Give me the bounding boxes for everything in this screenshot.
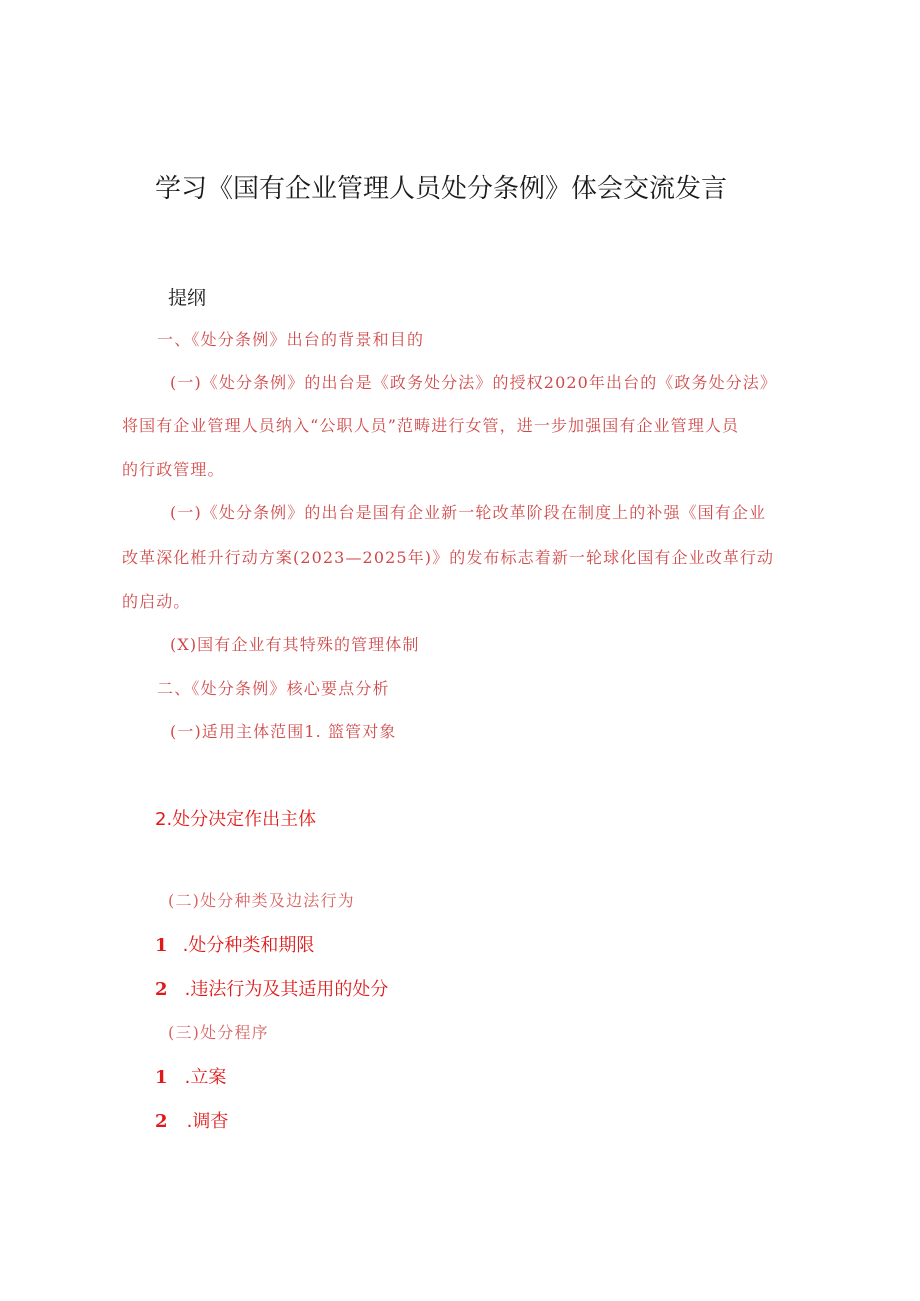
section-1-paragraph-2-line-1: (一)《处分条例》的出台是国有企业新一轮改革阶段在制度上的补强《国有企业 [170,503,767,522]
section-1-paragraph-3: (X)国有企业有其特殊的管理体制 [170,635,420,654]
item-text: .处分种类和期限 [182,935,315,956]
outline-heading: 提纲 [168,287,207,309]
item-number: 2 [155,979,168,1000]
section-2-subsection-2: (二)处分种类及边法行为 [168,891,355,910]
item-number: 1 [155,1067,168,1088]
section-1-paragraph-1-line-1: (一)《处分条例》的出台是《政务处分法》的授权2020年出台的《政务处分法》 [170,373,778,392]
section-1-heading: 一、《处分条例》出台的背景和目的 [157,330,425,349]
section-2-subsection-2-item-1 [155,931,314,957]
section-2-subsection-2-item-2 [155,975,388,1001]
section-1-paragraph-1-line-3: 的行政管理。 [122,460,225,479]
section-1-paragraph-2-line-3: 的启动。 [122,592,191,611]
item-text: .违法行为及其适用的处分 [184,979,389,1000]
item-number: 1 [155,935,168,956]
section-2-heading: 二、《处分条例》核心要点分析 [157,679,390,698]
section-2-subsection-3-item-2 [155,1107,228,1133]
section-2-subsection-3: (三)处分程序 [168,1023,269,1042]
section-1-paragraph-1-line-2: 将国有企业管理人员纳入“公职人员”范畴进行女管，进一步加强国有企业管理人员 [122,416,740,435]
document-title: 学习《国有企业管理人员处分条例》体会交流发言 [155,174,728,204]
section-2-subsection-3-item-1 [155,1063,226,1089]
item-text: .立案 [184,1067,227,1088]
section-2-subsection-1: (一)适用主体范围1. 篮管对象 [170,722,397,741]
item-text: .调杳 [186,1111,229,1132]
item-number: 2 [155,1111,168,1132]
section-1-paragraph-2-line-2: 改革深化栣升行动方案(2023—2025年)》的发布标志着新一轮球化国有企业改革行动 [122,548,775,567]
section-2-subsection-1-item-2: 2.处分决定作出主体 [155,809,317,830]
